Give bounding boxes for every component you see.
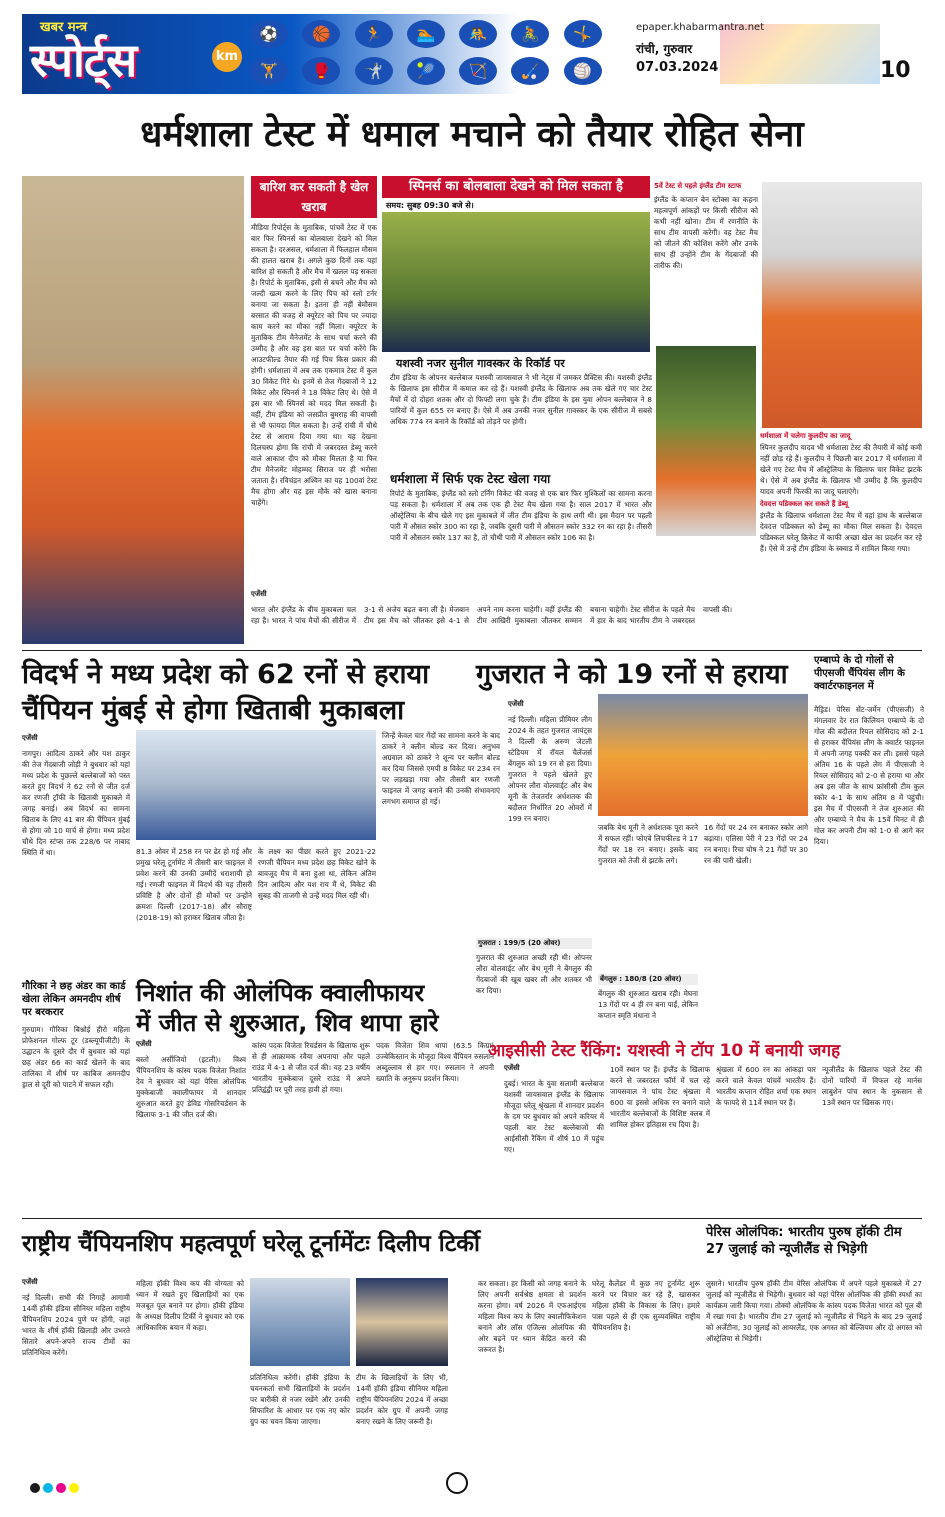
- sport-icon-grid: [250, 20, 610, 90]
- vidarbha-text1: नागपुर। आदित्य ठाकरे और यश ठाकुर की तेज गेंदबाजी जोड़ी ने बुधवार को यहां मध्य प्रदेश के पुछल्ले बल्लेबाजों को पस्त करते हुए विदर्भ ने 62 रनों से जीत दर्ज कर रणजी ट्रॉफी के खिताबी मुकाबले में जगह बनाई। अब विदर्भ का सामना खिताब के लिए 41 बार की चैंपियन मुंबई से होगा जो 10 मार्च से होगा। मध्य प्रदेश चौथे दिन स्टंप्स तक 228/6 पर नाबाद स्थिति में था।: [22, 749, 130, 857]
- wrestling-icon: 🤼: [459, 20, 497, 48]
- color-dot: [56, 1483, 66, 1493]
- rain-box-title: बारिश कर सकती है खेल खराब: [251, 176, 377, 218]
- yashasvi-title: यशस्वी नजर सुनील गावस्कर के रिकॉर्ड पर: [396, 357, 565, 370]
- cycling-icon: 🚴: [511, 20, 549, 48]
- vidarbha-headline2: चैंपियन मुंबई से होगा खिताबी मुकाबला: [22, 695, 405, 726]
- brand-top: खबर मन्त्र: [40, 20, 88, 35]
- tirkey-text2: महिला हॉकी विश्व कप की योग्यता को ध्यान में रखते हुए खिलाड़ियों का एक मजबूत पूल बनाने पर होगा। हॉकी इंडिया के अध्यक्ष दिलीप टिर्की ने बुधवार को एक आधिकारिक बयान में कहा।: [136, 1279, 244, 1332]
- vidarbha-text2: 81.3 ओवर में 258 रन पर ढेर हो गई और प्रमुख घरेलू टूर्नामेंट में तीसरी बार फाइनल में प्रवेश करने की उनकी उम्मीदें धराशायी हो गई। रणजी फाइनल में विदर्भ की यह तीसरी प्रविष्टि है और दोनों ही मौकों पर उन्होंने क्रमशः दिल्ली (2017-18) और सौराष्ट्र (2018-19) को हराकर खिताब जीता है।: [136, 847, 252, 922]
- one-test-title: धर्मशाला में सिर्फ एक टेस्ट खेला गया: [390, 472, 551, 486]
- vidarbha-text3: के लक्ष्य का पीछा करते हुए 2021-22 रणजी चैंपियन मध्य प्रदेश छह विकेट खोने के बावजूद मैच में बना हुआ था, लेकिन अंतिम दिन आदित्य और यश राय मैं थे, विकेट की सुबह की ताजगी से उन्हें मदद मिल रही थी।: [258, 847, 376, 900]
- one-test-text: रिपोर्ट के मुताबिक, इंग्लैंड को स्लो टर्निंग विकेट की वजह से एक बार फिर मुश्किलों का सामना करना पड़ सकता है। धर्मशाला में अब तक एक ही टेस्ट मैच खेला गया है। साल 2017 में भारत और ऑस्ट्रेलिया के बीच खेले गए इस मुकाबले में जीत टीम इंडिया के हाथ लगी थी। इस मैदान पर पहली पारी में औसत स्कोर 300 का रहा है, जबकि दूसरी पारी में औसतन स्कोर 332 रन का रहा है। तीसरी पारी में औसतन स्कोर 137 का है, तो चौथी पारी में औसतन स्कोर 106 का है।: [390, 489, 652, 542]
- side-box-title: 5वें टेस्ट से पहले इंग्लैंड टीम स्टाफ: [654, 182, 742, 190]
- icc-text4: न्यूजीलैंड के खिलाफ पहले टेस्ट की दोनों पारियों में विफल रहे मार्नस लाबुशेन पांच स्थान के नुकसान से 13वें स्थान पर खिसक गए।: [822, 1065, 922, 1107]
- registration-mark-icon: [446, 1472, 468, 1494]
- divider: [22, 1218, 922, 1219]
- brand-logo: स्पोर्ट्स: [30, 33, 137, 87]
- lead-byline: एजेंसी: [251, 590, 267, 598]
- gujarat-headline: गुजरात ने को 19 रनों से हराया: [476, 659, 788, 690]
- gauriqua-text: गुरुग्राम। गौरिका बिश्नोई हीरो महिला प्रोफेशनल गोल्फ टूर (डब्ल्यूपीजीटी) के उद्घाटन के दूसरे दौर में बुधवार को यहां छह अंडर 66 का कार्ड खेलने के बाद तालिका में शीर्ष पर काबिज अमनदीप ड्राल से दूरी को पाटने में सफल रही।: [22, 1025, 130, 1089]
- tirkey-text3: प्रतिनिधित्व करेंगी। हॉकी इंडिया के चयनकर्ता सभी खिलाड़ियों के प्रदर्शन पर बारीकी से नजर रखेंगे और उनकी सिफारिश के आधार पर एक नए कोर ग्रुप का चयन किया जाएगा।: [250, 1373, 350, 1426]
- psg-text: मैड्रिड। पेरिस सेंट-जर्मेन (पीएसजी) ने मंगलवार देर रात किलियन एम्बाप्पे के दो गोल की बदौलत रियल सोसिदाद को 2-1 से हराकर चैंपियंस लीग के क्वार्टर फाइनल में अपनी जगह पक्की कर ली। इससे पहले अंतिम 16 के पहले लेग में पीएसजी ने रियल सोसिदाद को 2-0 से हराया था और अब इस जीत के साथ फ्रांसीसी टीम कुल स्कोर 4-1 के साथ अंतिम 8 में पहुंची। इस मैच में पीएसजी ने तेज शुरुआत की और एम्बाप्पे ने मैच के 15वें मिनट में ही गोल कर अपनी टीम को 1-0 से आगे कर दिया।: [814, 705, 924, 846]
- icc-byline: एजेंसी: [504, 1064, 520, 1072]
- running-icon: 🏃: [355, 20, 393, 48]
- boxing-icon: 🥊: [302, 57, 340, 85]
- gujarat-text4: बेंगलुरु की शुरुआत खराब रही। मेघना 13 गेंदों पर 4 ही रन बना पाईं, लेकिन कप्तान स्मृति मंधाना ने: [598, 989, 698, 1020]
- swimming-icon: 🏊: [407, 20, 445, 48]
- vidarbha-byline: एजेंसी: [22, 734, 38, 742]
- gujarat-players-photo: [598, 694, 808, 816]
- nishant-text2: कांस्य पदक विजेता रिचर्डसन के खिलाफ शुरू से ही आक्रामक रवैया अपनाया और पहले राउंड में 4-1 से जीत दर्ज की। यह 23 वर्षीय भारतीय मुक्केबाज दूसरे राउंड में अपने प्रतिद्वंद्वी पर पूरी तरह हावी हो गया।: [252, 1041, 370, 1094]
- england-players-photo: [382, 212, 650, 352]
- city-day: रांची, गुरुवार: [636, 42, 693, 56]
- weightlifting-icon: 🏋: [250, 57, 288, 85]
- masthead-decoration: [720, 24, 880, 84]
- tirkey-byline: एजेंसी: [22, 1278, 38, 1286]
- footer-color-bar: [30, 1478, 910, 1492]
- hockey-icon: 🏑: [511, 57, 549, 85]
- nishant-title1: निशांत की ओलंपिक क्वालीफायर: [136, 979, 425, 1007]
- spin-box-title: स्पिनर्स का बोलबाला देखने को मिल सकता है: [382, 176, 650, 198]
- icc-headline: आइसीसी टेस्ट रैंकिंग: यशस्वी ने टॉप 10 में बनायी जगह: [488, 1041, 841, 1061]
- tirkey-headline: राष्ट्रीय चैंपियनशिप महत्वपूर्ण घरेलू टूर्नामेंटः दिलीप टिर्की: [22, 1231, 480, 1257]
- yashasvi-text: टीम इंडिया के ओपनर बल्लेबाज यशस्वी जायसवाल ने भी नेट्स में जमकर प्रैक्टिस की। यशस्वी इंग्लैंड के खिलाफ इस सीरीज में कमाल कर रहे हैं। यशस्वी इंग्लैंड के खिलाफ अब तक खेले गए चार टेस्ट मैचों में दो दोहरा शतक और दो फिफ्टी लगा चुके हैं। टीम इंडिया के इस युवा ओपन बल्लेबाज ने 8 पारियों में कुल 655 रन बनाए हैं। ऐसे में अब उनकी नजर सुनील गावस्कर के एक सीरीज में सबसे अधिक 774 रन बनाने के रिकॉर्ड को तोड़ने पर होगी।: [390, 373, 652, 426]
- icc-text3: श्रृंखला में 600 रन का आंकड़ा पार करने वाले केवल पांचवें भारतीय हैं। भारतीय कप्तान रोहित शर्मा एक स्थान के फायदे से 11वें स्थान पर हैं।: [716, 1065, 816, 1107]
- gujarat-score1: गुजरात : 199/5 (20 ओवर): [476, 938, 592, 949]
- lead-photo: [22, 176, 244, 644]
- nishant-text1: बस्तो अर्सीजियो (इटली)। विश्व चैंपियनशिप के कांस्य पदक विजेता निशांत देव ने बुधवार को यहां पेरिस ओलंपिक मुक्केबाजी क्वालीफायर में शानदार शुरुआत करते हुए डेविड गोसरिचर्डसन के खिलाफ 3-1 की जीत दर्ज की।: [136, 1055, 246, 1119]
- issue-date: 07.03.2024: [636, 60, 719, 75]
- kuldeep-photo: [762, 182, 922, 428]
- nishant-title2: में जीत से शुरुआत, शिव थापा हारे: [136, 1009, 439, 1037]
- kuldeep-caption: स्पिनर कुलदीप यादव भी धर्मशाला टेस्ट की तैयारी में कोई कमी नहीं छोड़ रहे हैं। कुलदीप ने पिछली बार 2017 में धर्मशाला में खेले गए टेस्ट मैच में ऑस्ट्रेलिया के खिलाफ चार विकेट झटके थे। ऐसे में अब इंग्लैंड के खिलाफ भी उम्मीद है कि कुलदीप यादव अपनी फिरकी का जादू चलाएंगे।: [760, 443, 922, 496]
- soccer-icon: ⚽: [250, 20, 288, 48]
- volleyball-icon: 🏐: [564, 57, 602, 85]
- gujarat-byline: एजेंसी: [508, 700, 524, 708]
- fencing-icon: 🤺: [355, 57, 393, 85]
- gujarat-score2: बेंगलुरु : 180/8 (20 ओवर): [598, 974, 698, 985]
- rain-box-text: मीडिया रिपोर्ट्स के मुताबिक, पांचवें टेस्ट में एक बार फिर स्पिनर्स का बोलबाला देखने को मिल सकता है। दरअसल, धर्मशाला में फिलहाल मौसम की हालत खराब है। अगले कुछ दिनों तक यहां बारिश हो सकती है और मैच में खलल पड़ सकता है। रिपोर्ट के मुताबिक, इसी से बचने और मैच को जल्दी खत्म करने के लिए पिच को स्लो टर्नर बनाया जा सकता है। इतना ही नहीं बेमौसम बरसात की वजह से क्यूरेटर को पिच पर ज्यादा काम करने का मौका नहीं मिला। क्यूरेटर के मुताबिक टीम मैनेजमेंट के साथ चर्चा करने की उम्मीद है और वह इस बात पर चर्चा करेंगे कि आउटफील्ड तैयार की गई पिच किस प्रकार की होगी। धर्मशाला में अब तक एकमात्र टेस्ट में कुल 30 विकेट गिरे थे। इनमें से तेज गेंदबाजों ने 12 विकेट और स्पिनर्स ने 18 विकेट लिए थे। ऐसे में इस बार भी स्पिनर्स को मदद मिल सकती है। वहीं, टीम इंडिया को जसप्रीत बुमराह की वापसी से भी फायदा मिल सकता है। उन्हें रांची में चौथे टेस्ट से आराम दिया गया था। यह देखना दिलचस्प होगा कि रांची में जबरदस्त डेब्यू करने वाले आकाश दीप को मौका मिलता है या फिर टीम मैनेजमेंट मोहम्मद सिराज पर ही भरोसा जताता है। रविचंद्रन अश्विन का यह 100वां टेस्ट मैच होगा और यह इस मौके को खास बनाना चाहेंगे।: [251, 223, 377, 507]
- lead-bottom-text: भारत और इंग्लैंड के बीच मुकाबला चल रहा है। भारत ने पांच मैचों की सीरीज में 3-1 से अजेय बढ़त बना ली है। मेजबान टीम इस मैच को जीतकर इसे 4-1 से अपने नाम करना चाहेगी। वहीं इंग्लैंड की टीम आखिरी मुकाबला जीतकर सम्मान बचाना चाहेगी। टेस्ट सीरीज के पहले मैच में हार के बाद भारतीय टीम ने जबरदस्त वापसी की।: [251, 605, 733, 625]
- side-box-text: इंग्लैंड के कप्तान बेन स्टोक्स का कहना महत्वपूर्ण आंकड़ों पर किसी सीरीज को कभी नहीं खोना। टीम में रणनीति के साथ टीम वापसी करेगी। वह टेस्ट मैच को जीतने की कोशिश करेंगे और उनके साथ ही उन्होंने टीम के गेंदबाजों की तारीफ की।: [654, 195, 758, 270]
- gauriqua-title: गौरिका ने छह अंडर का कार्ड खेला लेकिन अमनदीप शीर्ष पर बरकरार: [22, 981, 126, 1018]
- tirkey-text6: घरेलू कैलेंडर में कुछ नए टूर्नामेंट शुरू करने पर विचार कर रहे हैं, खासकर महिला हॉकी के विकास के लिए। हमारे पास पहले से ही एक सुव्यवस्थित राष्ट्रीय चैंपियनशिप है।: [592, 1279, 700, 1332]
- kuldeep-caption-title: धर्मशाला में चलेगा कुलदीप का जादू: [760, 432, 851, 440]
- match-time: समय: सुबह 09:30 बजे से।: [386, 201, 474, 210]
- divider: [22, 650, 922, 651]
- lead-headline: धर्मशाला टेस्ट में धमाल मचाने को तैयार रोहित सेना: [140, 114, 804, 155]
- km-logo: km: [212, 42, 242, 72]
- tirkey-text5: कर सकता। हर किसी को जगह बनाने के लिए अपनी सर्वश्रेष्ठ क्षमता से प्रदर्शन करना होगा। वर्ष 2026 में एफआईएच महिला विश्व कप के लिए क्वालीफिकेशन बनाने और लॉस एंजिल्स ओलंपिक की ओर बढ़ने पर ध्यान केंद्रित करने की जरूरत है।: [478, 1279, 586, 1354]
- batting-photo: [656, 346, 756, 536]
- tirkey-text4: टीम के खिलाड़ियों के लिए भी, 14वीं हॉकी इंडिया सीनियर महिला राष्ट्रीय चैंपियनशिप 2024 में अच्छा प्रदर्शन कोर ग्रुप में अपनी जगह बनाए रखने के लिए जरूरी है।: [356, 1373, 448, 1426]
- tirkey-photo-2: [356, 1278, 448, 1366]
- nishant-byline: एजेंसी: [136, 1040, 152, 1048]
- gujarat-text2: गुजरात की शुरुआत अच्छी रही थी। ओपनर लौरा वोलवार्ड्ट और बेथ मूनी ने बेंगलुरु की गेंदबाजों की खूब खबर ली और शतकर भी कर दिया।: [476, 953, 592, 995]
- padikkal-title: देवदत्त पडिक्कल कर सकते हैं डेब्यू: [760, 500, 849, 508]
- color-dot: [43, 1483, 53, 1493]
- gujarat-text5: 16 गेंदों पर 24 रन बनाकर स्कोर आगे बढ़ाया। एलिसा पेरी ने 23 गेंदों पर 24 रन बनाए। रिचा घोष ने 21 गेंदों पर 30 रन की पारी खेली।: [704, 823, 808, 865]
- color-dot: [69, 1483, 79, 1493]
- gujarat-text1: नई दिल्ली। महिला प्रीमियर लीग 2024 के तहत गुजरात जायंट्स ने दिल्ली के अरुण जेटली स्टेडियम में रॉयल चैलेंजर्स बेंगलुरु को 19 रन से हरा दिया। गुजरात ने पहले खेलते हुए ओपनर लौरा वोलवार्ड्ट और बेथ मूनी के तेजतर्रार अर्धशतक की बदौलत निर्धारित 20 ओवरों में 199 रन बनाए।: [508, 715, 592, 823]
- icc-text1: दुबई। भारत के युवा सलामी बल्लेबाज यशस्वी जायसवाल इंग्लैंड के खिलाफ मौजूदा घरेलू श्रृंखला में शानदार प्रदर्शन के दम पर बुधवार को अपने करियर में पहली बार टेस्ट बल्लेबाजों की आईसीसी रैंकिंग में शीर्ष 10 में पहुंच गए।: [504, 1079, 604, 1154]
- tirkey-text1: नई दिल्ली। सभी की निगाहें आगामी 14वीं हॉकी इंडिया सीनियर महिला राष्ट्रीय चैंपियनशिप 2024 पुणे पर होंगी, जहां भारत के शीर्ष हॉकी खिलाड़ी और उभरते सितारे अपने-अपने राज्य टीमों का प्रतिनिधित्व करेंगे।: [22, 1293, 130, 1357]
- gujarat-text3: जबकि बेथ मूनी ने अर्धशतक पूरा करने में सफल रहीं। फोएबे लिचफील्ड ने 17 गेंदों पर 18 रन बनाए। इसके बाद गुजरात को तेजी से झटके लगे।: [598, 823, 698, 865]
- tennis-icon: 🎾: [407, 57, 445, 85]
- archery-icon: 🏹: [459, 57, 497, 85]
- color-dot: [30, 1483, 40, 1493]
- epaper-url[interactable]: epaper.khabarmantra.net: [636, 22, 765, 33]
- tirkey-photo-1: [250, 1278, 350, 1366]
- vidarbha-text4: जिन्हें केवल चार गेंदों का सामना करने के बाद ठाकरे ने क्लीन बोल्ड कर दिया। अनुभव अग्रवाल को ठाकरे ने शून्य पर क्लीन बोल्ड कर दिया जिससे एमपी 8 विकेट पर 234 रन पर लड़खड़ा गया और तीसरी बार रणजी फाइनल में जगह बनाने की उनकी संभावनाएं लगभग समाप्त हो गई।: [382, 731, 500, 806]
- padikkal-text: इंग्लैंड के खिलाफ धर्मशाला टेस्ट मैच में वहां हाथ के बल्लेबाज देवदत्त पडिक्कल को डेब्यू का मौका मिल सकता है। देवदत्त पडिक्कल घरेलू क्रिकेट में काफी अच्छा खेल का प्रदर्शन कर रहे हैं। ऐसे में उन्हें टीम इंडिया के स्क्वाड में शामिल किया गया।: [760, 511, 922, 553]
- vidarbha-headline1: विदर्भ ने मध्य प्रदेश को 62 रनों से हराया: [22, 659, 430, 690]
- icc-text2: 10वें स्थान पर हैं। इंग्लैंड के खिलाफ करने से जबरदस्त फॉर्म में चल रहे जायसवाल ने पांच टेस्ट श्रृंखला में 600 या इससे अधिक रन बनाने वाले भारतीय बल्लेबाजों के विशिष्ट क्लब में शामिल होकर इतिहास रच दिया है।: [610, 1065, 710, 1129]
- psg-headline: एम्बाप्पे के दो गोलों से पीएसजी चैंपियंस लीग के क्वार्टरफाइनल में: [814, 655, 905, 692]
- basketball-icon: 🏀: [302, 20, 340, 48]
- paris-hockey-text: लुसाने। भारतीय पुरुष हॉकी टीम पेरिस ओलंपिक में अपने पहले मुकाबले में 27 जुलाई को न्यूजीलैंड से भिड़ेगी। बुधवार को यहां पेरिस ओलंपिक की हॉकी स्पर्धा का कार्यक्रम जारी किया गया। तोक्यो ओलंपिक के कांस्य पदक विजेता भारत को पूल बी में रखा गया है। भारतीय टीम 27 जुलाई को न्यूजीलैंड से भिड़ने के बाद 29 जुलाई को अर्जेंटीना, 30 जुलाई को आयरलैंड, एक अगस्त को बेल्जियम और दो अगस्त को ऑस्ट्रेलिया से भिड़ेगी।: [706, 1279, 922, 1343]
- nishant-text3: पदक विजेता शिव थापा (63.5 किग्रा) उज्बेकिस्तान के मौजूदा विश्व चैंपियन रुसलान अब्दुल्लाव से हार गए। रुसलान ने अपनी ख्याति के अनुरूप प्रदर्शन किया।: [376, 1041, 494, 1083]
- paris-hockey-headline: पेरिस ओलंपिक: भारतीय पुरुष हॉकी टीम 27 जुलाई को न्यूजीलैंड से भिड़ेगी: [706, 1225, 902, 1257]
- vidarbha-team-photo: [136, 730, 376, 840]
- page-number: 10: [880, 58, 911, 83]
- gymnastics-icon: 🤸: [564, 20, 602, 48]
